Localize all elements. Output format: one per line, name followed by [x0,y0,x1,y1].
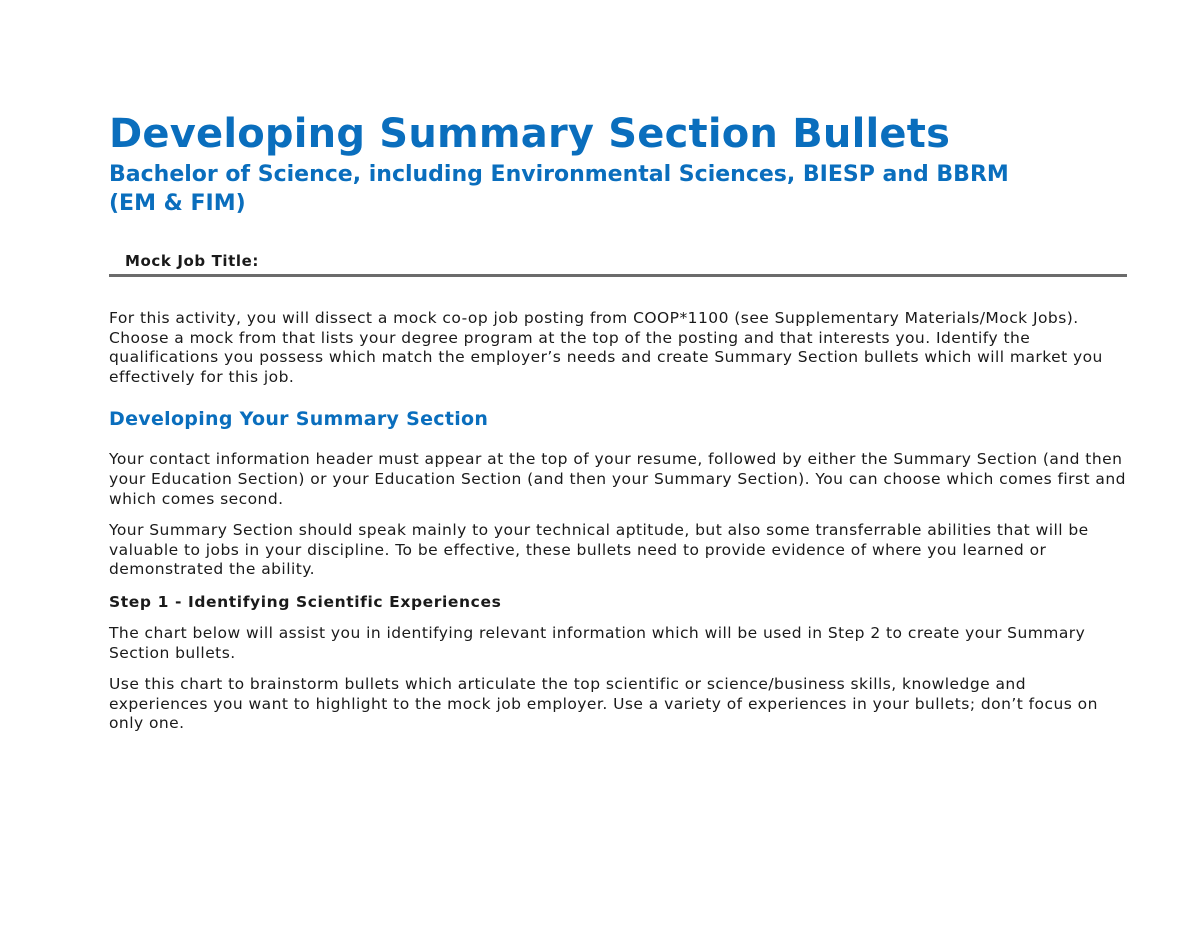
section-paragraph-1: Your contact information header must appear at the top of your resume, followed by either the Summary Section (and then your Education Section) or your Education Section (and then your Summary Section). You can choose which comes first and which comes second. [109,450,1126,508]
document-page [109,108,1127,734]
section-heading: Developing Your Summary Section [109,408,489,431]
mock-job-title-label: Mock Job Title: [125,252,260,270]
document-subtitle: Bachelor of Science, including Environmental Sciences, BIESP and BBRM (EM & FIM) [109,162,1009,216]
document-title: Developing Summary Section Bullets [109,111,951,157]
intro-paragraph: For this activity, you will dissect a mock co-op job posting from COOP*1100 (see Supplementary Materials/Mock Jobs). Choose a mock from that lists your degree program at the top of the posting and that interests you. Identify the qualifications you possess which match the employer’s needs and create Summary Section bullets which will market you effectively for this job. [109,309,1103,386]
section-paragraph-2: Your Summary Section should speak mainly to your technical aptitude, but also some transferrable abilities that will be valuable to jobs in your discipline. To be effective, these bullets need to provide evidence of where you learned or demonstrated the ability. [109,521,1089,579]
step1-heading: Step 1 - Identifying Scientific Experiences [109,592,502,611]
step1-paragraph-2: Use this chart to brainstorm bullets which articulate the top scientific or science/business skills, knowledge and experiences you want to highlight to the mock job employer. Use a variety of experiences in your bullets; don’t focus on only one. [109,675,1098,733]
horizontal-rule [109,274,1127,277]
step1-paragraph-1: The chart below will assist you in identifying relevant information which will be used in Step 2 to create your Summary Section bullets. [109,623,1086,662]
